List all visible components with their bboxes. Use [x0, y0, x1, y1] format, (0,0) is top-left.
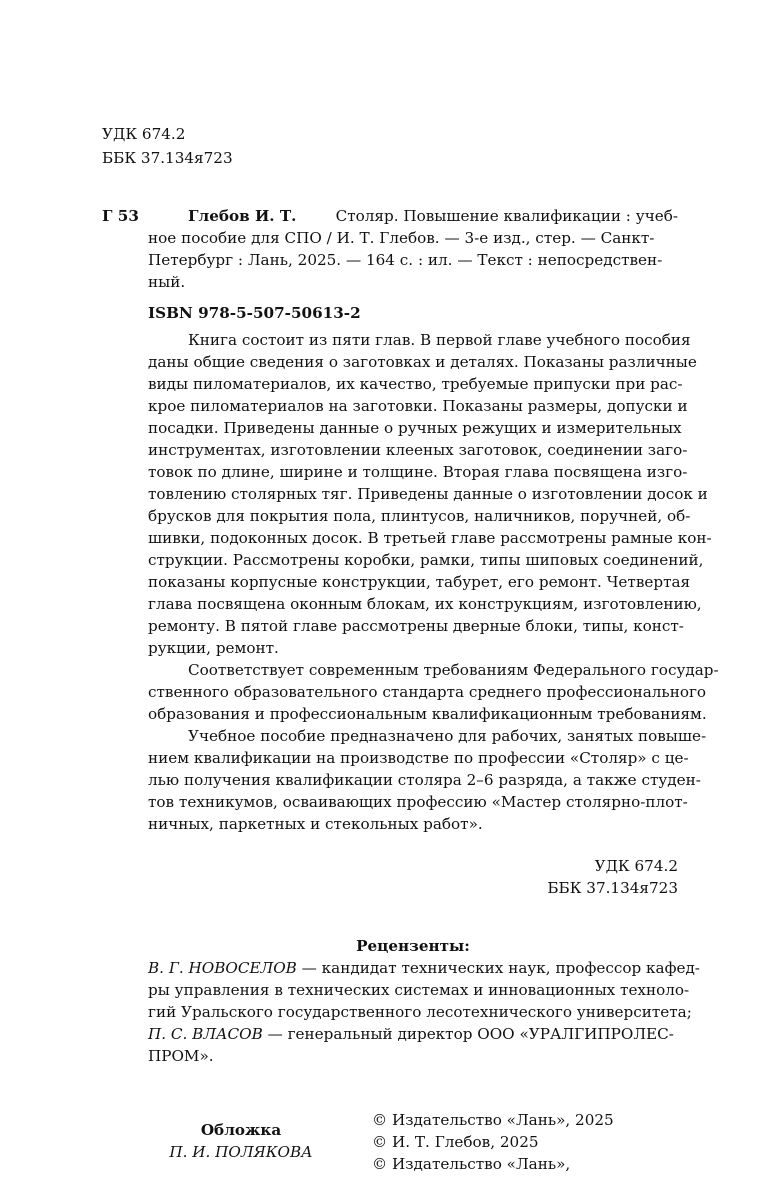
citation-title: Столяр. Повышение квалификации : учеб- [335, 207, 678, 225]
reviewer-2-desc: — генеральный директор ООО «УРАЛГИПРОЛЕС- [262, 1025, 674, 1043]
annotation-line: Книга состоит из пяти глав. В первой главе учебного пособия [188, 331, 691, 349]
reviewer-1-line-3: гий Уральского государственного лесотехнического университета; [148, 1003, 692, 1021]
annotation-line: ремонту. В пятой главе рассмотрены дверные блоки, типы, конст- [148, 617, 684, 635]
isbn: ISBN 978-5-507-50613-2 [148, 304, 361, 322]
annotation-line: Учебное пособие предназначено для рабочих, занятых повыше- [188, 727, 707, 745]
cover-label: Обложка [200, 1121, 282, 1139]
udk-footer: УДК 674.2 [594, 857, 678, 875]
citation-line-3: Петербург : Лань, 2025. — 164 с. : ил. — Текст : непосредствен- [148, 251, 663, 269]
annotation-line: брусков для покрытия пола, плинтусов, наличников, поручней, об- [148, 507, 691, 525]
annotation-line: посадки. Приведены данные о ручных режущих и измерительных [148, 419, 682, 437]
copyright-publisher: © Издательство «Лань», 2025 [372, 1111, 614, 1129]
annotation-line: образования и профессиональным квалификационным требованиям. [148, 705, 707, 723]
reviewer-2-line-1 [148, 1024, 674, 1044]
reviewers-heading: Рецензенты: [356, 937, 470, 955]
reviewer-1-line-1 [148, 958, 700, 978]
reviewer-1-line-2: ры управления в технических системах и инновационных техноло- [148, 981, 690, 999]
copyright-author: © И. Т. Глебов, 2025 [372, 1133, 539, 1151]
copyright-design: © Издательство «Лань», [372, 1155, 571, 1173]
cover-artist: П. И. ПОЛЯКОВА [169, 1143, 313, 1161]
annotation-line: инструментах, изготовлении клееных заготовок, соединении заго- [148, 441, 688, 459]
annotation-line: показаны корпусные конструкции, табурет, его ремонт. Четвертая [148, 573, 691, 591]
annotation-line: ственного образовательного стандарта среднего профессионального [148, 683, 707, 701]
annotation-line: Соответствует современным требованиям Федерального государ- [188, 661, 719, 679]
annotation-line: тов техникумов, осваивающих профессию «Мастер столярно-плот- [148, 793, 688, 811]
citation-line-2: ное пособие для СПО / И. Т. Глебов. — 3-е изд., стер. — Санкт- [148, 229, 655, 247]
udk-header: УДК 674.2 [102, 125, 186, 143]
reviewer-2-line-2: ПРОМ». [148, 1047, 214, 1065]
citation-author: Глебов И. Т. [188, 207, 297, 225]
bbk-header: ББК 37.134я723 [102, 149, 233, 167]
annotation-line: рукции, ремонт. [148, 639, 279, 657]
citation-line-4: ный. [148, 273, 186, 291]
author-sign: Г 53 [102, 207, 139, 225]
citation-line-1 [188, 206, 678, 226]
annotation-line: даны общие сведения о заготовках и деталях. Показаны различные [148, 353, 697, 371]
annotation-line: товок по длине, ширине и толщине. Вторая глава посвящена изго- [148, 463, 688, 481]
annotation-line: виды пиломатериалов, их качество, требуемые припуски при рас- [148, 375, 683, 393]
annotation-line: ничных, паркетных и стекольных работ». [148, 815, 483, 833]
annotation-line: товлению столярных тяг. Приведены данные о изготовлении досок и [148, 485, 708, 503]
annotation-line: лью получения квалификации столяра 2–6 разряда, а также студен- [148, 771, 701, 789]
reviewer-2-name: П. С. ВЛАСОВ [148, 1025, 263, 1043]
annotation-line: шивки, подоконных досок. В третьей главе рассмотрены рамные кон- [148, 529, 712, 547]
annotation-line: нием квалификации на производстве по профессии «Столяр» с це- [148, 749, 689, 767]
annotation-line: крое пиломатериалов на заготовки. Показаны размеры, допуски и [148, 397, 688, 415]
annotation-line: струкции. Рассмотрены коробки, рамки, типы шиповых соединений, [148, 551, 704, 569]
reviewer-1-desc: — кандидат технических наук, профессор кафед- [296, 959, 700, 977]
bbk-footer: ББК 37.134я723 [547, 879, 678, 897]
reviewer-1-name: В. Г. НОВОСЕЛОВ [148, 959, 297, 977]
annotation-line: глава посвящена оконным блокам, их конструкциям, изготовлению, [148, 595, 702, 613]
